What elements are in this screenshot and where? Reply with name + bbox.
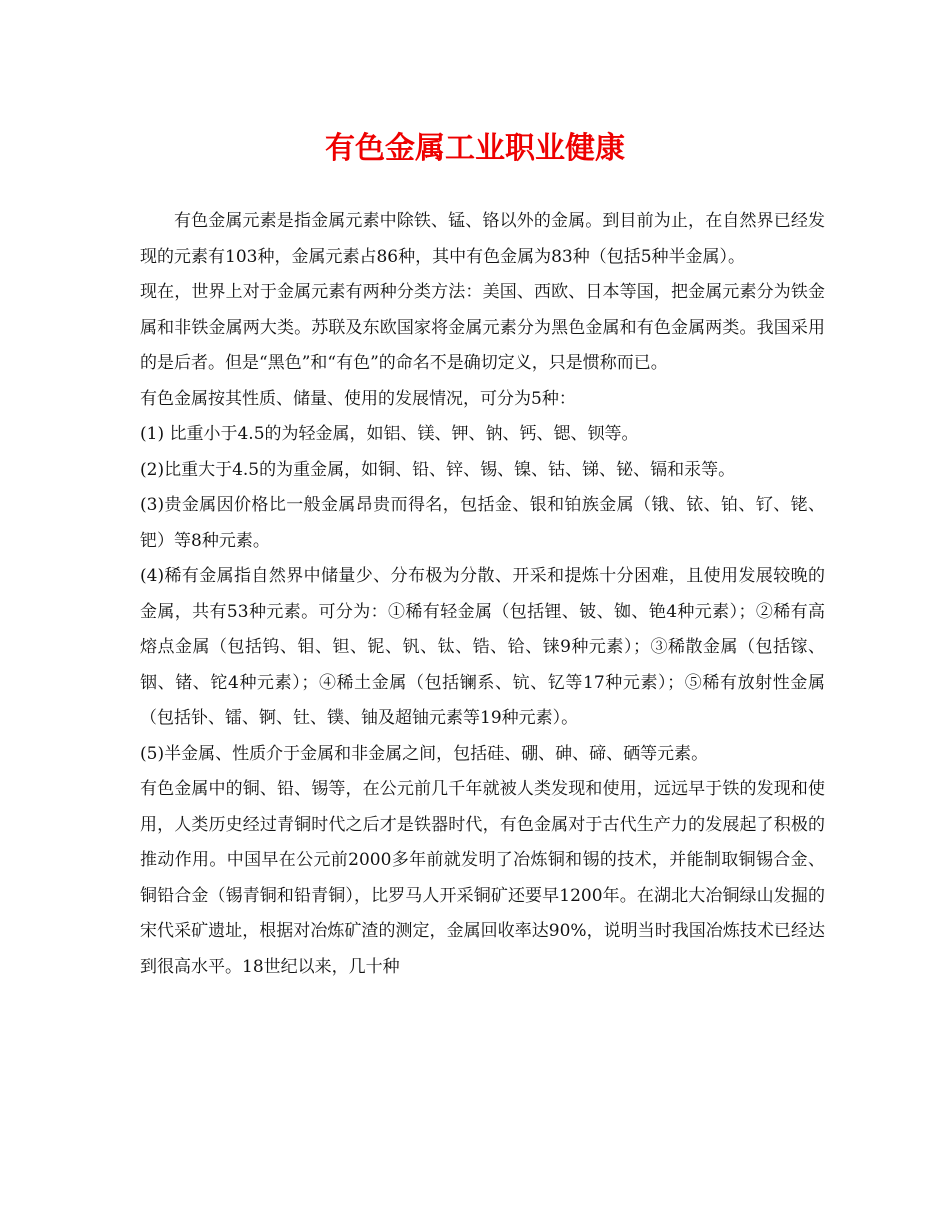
- document-title: 有色金属工业职业健康: [325, 131, 625, 166]
- list-item-precious-metals: (3)贵金属因价格比一般金属昂贵而得名，包括金、银和铂族金属（锇、铱、铂、钌、铑、钯）等8种元素。: [140, 495, 825, 551]
- paragraph-definition: 有色金属元素是指金属元素中除铁、锰、铬以外的金属。到目前为止，在自然界已经发现的元素有103种，金属元素占86种，其中有色金属为83种（包括5种半金属）。: [140, 211, 825, 267]
- paragraph-history: 有色金属中的铜、铅、锡等，在公元前几千年就被人类发现和使用，远远早于铁的发现和使用，人类历史经过青铜时代之后才是铁器时代，有色金属对于古代生产力的发展起了积极的推动作用。中国早在公元前2000多年前就发明了冶炼铜和锡的技术，并能制取铜锡合金、铜铅合金（锡青铜和铅青铜），比罗马人开采铜矿还要早1200年。在湖北大冶铜绿山发掘的宋代采矿遗址，根据对冶炼矿渣的测定，金属回收率达90%，说明当时我国冶炼技术已经达到很高水平。18世纪以来，几十种: [140, 779, 825, 977]
- list-item-rare-metals: (4)稀有金属指自然界中储量少、分布极为分散、开采和提炼十分困难，且使用发展较晚的金属，共有53种元素。可分为：①稀有轻金属（包括锂、铍、铷、铯4种元素）；②稀有高熔点金属（包括钨、钼、钽、铌、钒、钛、锆、铪、铼9种元素）；③稀散金属（包括镓、铟、锗、铊4种元素）；④稀土金属（包括镧系、钪、钇等17种元素）；⑤稀有放射性金属（包括钋、镭、锕、钍、镤、铀及超铀元素等19种元素）。: [140, 566, 825, 728]
- list-item-light-metals: (1) 比重小于4.5的为轻金属，如铝、镁、钾、钠、钙、锶、钡等。: [140, 424, 639, 444]
- document-body: [140, 204, 825, 985]
- list-item-heavy-metals: (2)比重大于4.5的为重金属，如铜、铅、锌、锡、镍、钴、锑、铋、镉和汞等。: [140, 459, 736, 480]
- paragraph-five-types-intro: 有色金属按其性质、储量、使用的发展情况，可分为5种：: [140, 388, 576, 409]
- paragraph-classification: 现在，世界上对于金属元素有两种分类方法：美国、西欧、日本等国，把金属元素分为铁金属和非铁金属两大类。苏联及东欧国家将金属元素分为黑色金属和有色金属两类。我国采用的是后者。但是“黑色”和“有色”的命名不是确切定义，只是惯称而已。: [140, 282, 825, 373]
- list-item-semi-metals: (5)半金属、性质介于金属和非金属之间，包括硅、硼、砷、碲、硒等元素。: [140, 743, 709, 764]
